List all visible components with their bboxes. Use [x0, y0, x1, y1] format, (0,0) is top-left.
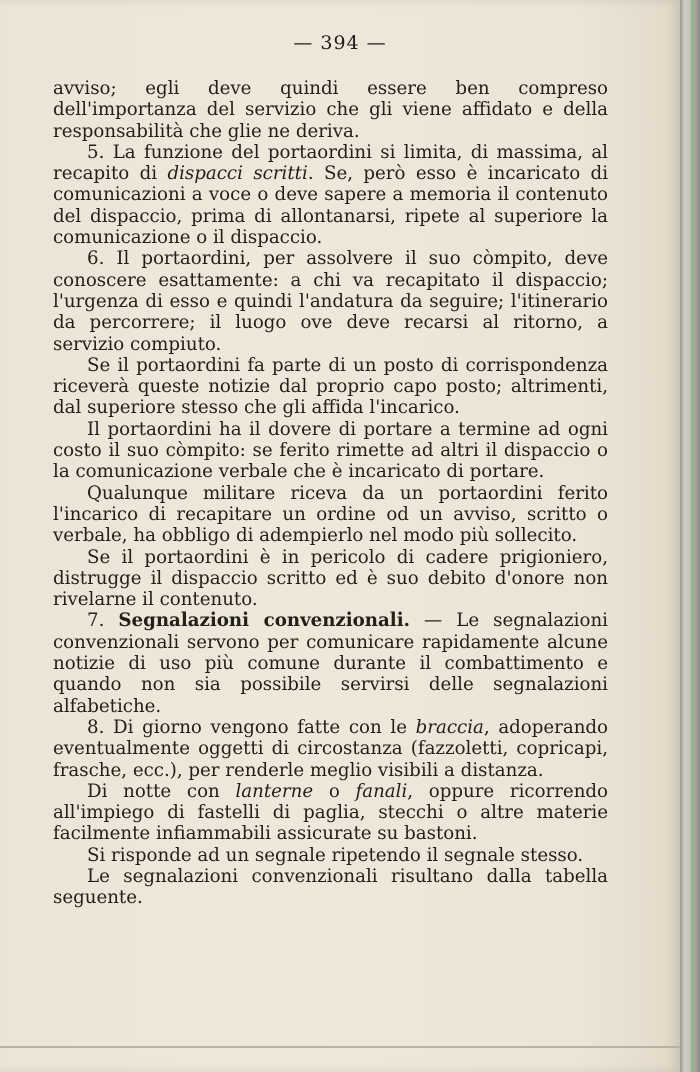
text-segment: 8. Di giorno vengono fatte con le	[87, 716, 416, 738]
text-segment: Se il portaordini è in pericolo di cadere prigioniero, distrugge il dispaccio scritto ed è suo debito d'onore non rivelarne il contenuto.	[53, 546, 608, 611]
text-segment: , adoperando eventualmente oggetti di circostanza (fazzoletti, copricapi, frasche, ecc.), per renderle meglio visibili a distanza.	[53, 716, 608, 781]
text-segment: , oppure ricorrendo all'impiego di fastelli di paglia, stecchi o altre materie facilmente infiammabili assicurate su bastoni.	[53, 780, 609, 845]
text-segment: 5. La funzione del portaordini si limita, di massima, al recapito di	[53, 141, 608, 185]
text-segment: Qualunque militare riceva da un portaordini ferito l'incarico di recapitare un ordine od un avviso, scritto o verbale, ha obbligo di adempierlo nel modo più sollecito.	[53, 482, 608, 547]
text-segment: 6. Il portaordini, per assolvere il suo còmpito, deve conoscere esattamente: a chi va recapitato il dispaccio; l'urgenza di esso e quindi l'andatura da seguire; l'itinerario da percorrere; il luogo ove deve recarsi al ritorno, a servizio compiuto.	[53, 248, 608, 355]
text-segment: . Se, però esso è incaricato di comunicazioni a voce o deve sapere a memoria il contenuto del dispaccio, prima di allontanarsi, ripete al superiore la comunicazione o il dispaccio.	[53, 163, 609, 249]
bold-text: Segnalazioni convenzionali.	[118, 610, 410, 632]
italic-text: lanterne	[235, 780, 314, 802]
paragraph	[53, 547, 608, 611]
text-segment: — Le segnalazioni convenzionali servono per comunicare rapidamente alcune notizie di uso più comune durante il combattimento e quando non sia possibile servirsi delle segnalazioni alfabetiche.	[53, 610, 608, 717]
text-segment: avviso; egli deve quindi essere ben compreso dell'importanza del servizio che gli viene affidato e della responsabilità che glie ne deriva.	[53, 78, 608, 142]
body-text	[53, 78, 608, 909]
paragraph	[53, 248, 608, 354]
page-number: — 394 —	[293, 32, 387, 54]
paragraph	[53, 845, 608, 866]
paragraph	[53, 78, 608, 142]
paragraph	[53, 717, 608, 781]
text-segment: o	[313, 780, 356, 802]
italic-text: dispacci scritti	[167, 163, 308, 185]
edge-marking	[691, 0, 694, 1072]
paragraph	[53, 866, 608, 909]
italic-text: fanali	[355, 780, 408, 802]
text-segment: Di notte con	[87, 780, 236, 802]
text-segment: Si risponde ad un segnale ripetendo il segnale stesso.	[87, 844, 584, 866]
text-segment: 7.	[87, 610, 119, 632]
paragraph	[53, 610, 608, 716]
italic-text: braccia	[415, 716, 484, 738]
paragraph	[53, 419, 608, 483]
book-spine-edge	[680, 0, 700, 1072]
paragraph	[53, 483, 608, 547]
paragraph	[53, 142, 608, 248]
text-segment: Se il portaordini fa parte di un posto di corrispondenza riceverà queste notizie dal proprio capo posto; altrimenti, dal superiore stesso che gli affida l'incarico.	[53, 354, 608, 419]
page-bottom-edge	[0, 1046, 680, 1048]
paragraph	[53, 355, 608, 419]
paragraph	[53, 781, 608, 845]
text-segment: Il portaordini ha il dovere di portare a termine ad ogni costo il suo còmpito: se ferito rimette ad altri il dispaccio o la comunicazione verbale che è incaricato di portare.	[53, 418, 608, 483]
text-segment: Le segnalazioni convenzionali risultano dalla tabella seguente.	[53, 865, 608, 909]
